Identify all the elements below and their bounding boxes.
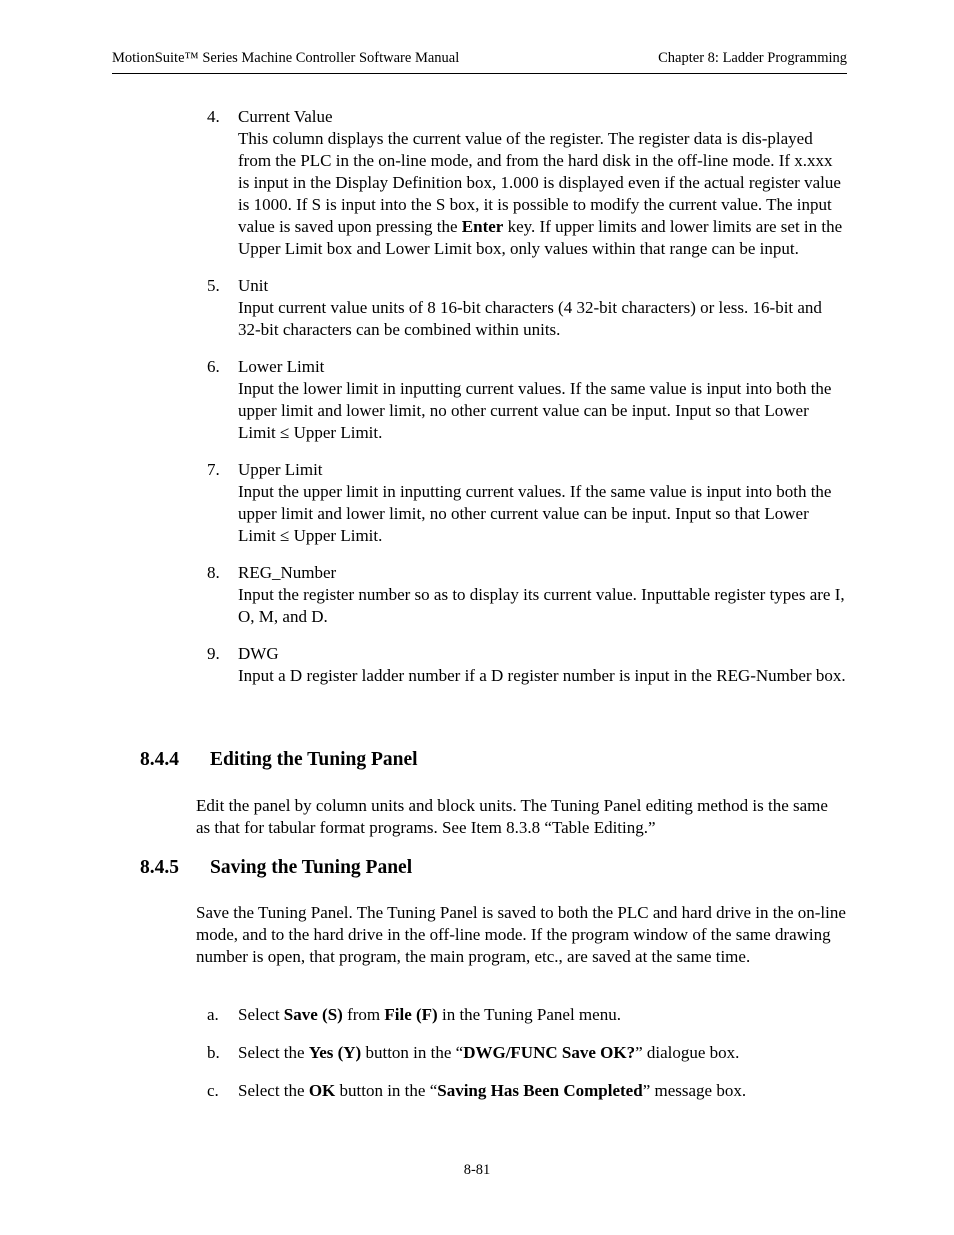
section-heading-8-4-5 (140, 857, 412, 879)
list-item (207, 106, 847, 260)
item-text: Input the register number so as to display its current value. Inputtable register types are I, O, M, and D. (238, 585, 845, 626)
list-item (207, 275, 847, 341)
item-number: 4. (207, 107, 220, 126)
item-title: Unit (238, 276, 269, 295)
item-number: 6. (207, 357, 220, 376)
item-text: Input the lower limit in inputting current values. If the same value is input into both the upper limit and lower limit, no other current value can be input. Input so that Lower Limit ≤ Upper Limit. (238, 379, 832, 442)
page-header (112, 50, 847, 74)
list-item (207, 562, 847, 628)
item-text: Input current value units of 8 16-bit characters (4 32-bit characters) or less. 16-bit and 32-bit characters can be combined within units. (238, 298, 822, 339)
item-number: 8. (207, 563, 220, 582)
item-title: REG_Number (238, 563, 337, 582)
section-number: 8.4.5 (140, 857, 179, 878)
page-number: 8-81 (463, 1162, 491, 1178)
section-title: Saving the Tuning Panel (210, 857, 413, 878)
section-number: 8.4.4 (140, 749, 179, 770)
section-8-4-4-paragraph: Edit the panel by column units and block units. The Tuning Panel editing method is the same as that for tabular format programs. See Item 8.3.8 “Table Editing.” (196, 796, 828, 837)
list-item (207, 356, 847, 444)
step-letter: b. (207, 1043, 220, 1062)
section-heading-8-4-4 (140, 749, 418, 771)
item-text: Input the upper limit in inputting current values. If the same value is input into both the upper limit and lower limit, no other current value can be input. Input so that Lower Limit ≤ Upper Limit. (238, 482, 832, 545)
list-item (207, 1042, 847, 1064)
step-text: Select Save (S) from File (F) in the Tuning Panel menu. (238, 1005, 621, 1024)
step-text: Select the Yes (Y) button in the “DWG/FUNC Save OK?” dialogue box. (238, 1043, 740, 1062)
item-number: 9. (207, 644, 220, 663)
section-8-4-5-paragraph: Save the Tuning Panel. The Tuning Panel is saved to both the PLC and hard drive in the on-line mode, and to the hard drive in the off-line mode. If the program window of the same drawing number is open, that program, the main program, etc., are saved at the same time. (196, 903, 846, 966)
item-title: Lower Limit (238, 357, 325, 376)
item-title: Current Value (238, 107, 333, 126)
header-manual-title: MotionSuite™ Series Machine Controller Software Manual (112, 50, 460, 66)
save-steps-list (207, 1004, 847, 1118)
step-text: Select the OK button in the “Saving Has Been Completed” message box. (238, 1081, 747, 1100)
item-title: DWG (238, 644, 279, 663)
list-item (207, 1004, 847, 1026)
item-title: Upper Limit (238, 460, 323, 479)
list-item (207, 643, 847, 687)
item-number: 5. (207, 276, 220, 295)
item-number: 7. (207, 460, 220, 479)
section-title: Editing the Tuning Panel (210, 749, 418, 770)
step-letter: c. (207, 1081, 219, 1100)
header-chapter: Chapter 8: Ladder Programming (658, 50, 847, 66)
step-letter: a. (207, 1005, 219, 1024)
field-description-list (207, 106, 847, 702)
list-item (207, 459, 847, 547)
list-item (207, 1080, 847, 1102)
item-text: This column displays the current value of the register. The register data is dis-played from the PLC in the on-line mode, and from the hard disk in the off-line mode. If x.xxx is input in the Display Definition box, 1.000 is displayed even if the actual register value is 1000. If S is input into the S box, it is possible to modify the current value. The input value is saved upon pressing the Enter key. If upper limits and lower limits are set in the Upper Limit box and Lower Limit box, only values within that range can be input. (238, 129, 843, 258)
item-text: Input a D register ladder number if a D register number is input in the REG-Number box. (238, 666, 846, 685)
